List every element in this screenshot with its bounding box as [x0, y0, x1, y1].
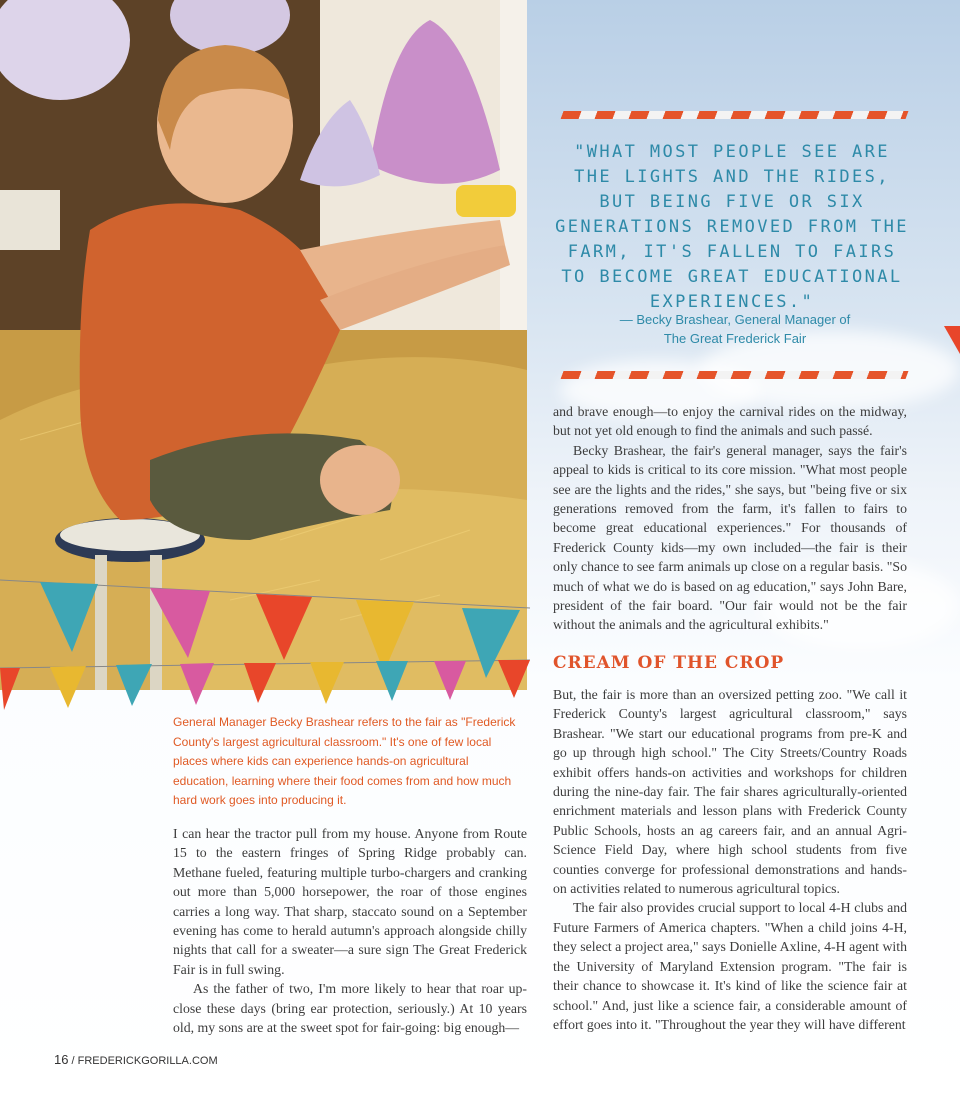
right-column-bottom [553, 685, 907, 1034]
paragraph: and brave enough—to enjoy the carnival rides on the midway, but not yet old enough to find the animals and such passé. [553, 404, 907, 439]
page-number: 16 [54, 1052, 69, 1067]
footer-site: FREDERICKGORILLA.COM [77, 1055, 218, 1067]
paragraph: Becky Brashear, the fair's general manager, says the fair's appeal to kids is critical to its core mission. "What most people see are the lights and the rides," she says, but "being five or six generations removed from the farm, it's fallen to fairs to become great educational experiences." For thousands of Frederick County kids—my own included—the fair is their only chance to see farm animals up close on a regular basis. "So much of what we do is based on ag education," says John Bare, president of the fair board. "Our fair would not be the fair without the animals and the agricultural exhibits." [553, 442, 907, 633]
pull-quote-attribution [552, 310, 918, 348]
footer-separator: / [68, 1055, 78, 1067]
edge-flag [944, 326, 960, 356]
right-column-top [553, 402, 907, 635]
section-heading: CREAM OF THE CROP [553, 653, 785, 673]
pull-quote [552, 100, 912, 390]
pull-quote-text: "WHAT MOST PEOPLE SEE ARE THE LIGHTS AND THE RIDES, BUT BEING FIVE OR SIX GENERATIONS REMOVED FROM THE FARM, IT'S FALLEN TO FAIRS TO BECOME GREAT EDUCATIONAL EXPERIENCES." [555, 142, 909, 312]
quote-stripe-top [561, 111, 909, 119]
attribution-line-2: The Great Frederick Fair [663, 331, 807, 346]
attribution-line-1: — Becky Brashear, General Manager of [619, 312, 851, 327]
quote-stripe-bottom [561, 371, 909, 379]
photo-caption: General Manager Becky Brashear refers to the fair as "Frederick County's largest agricultural classroom." It's one of few local places where kids can experience hands-on agricultural education, learning where their food comes from and how much hard work goes into producing it. [173, 715, 516, 807]
paragraph: But, the fair is more than an oversized petting zoo. "We call it Frederick County's largest agricultural classroom," says Brashear. "We start our educational programs from pre-K and go up through high school." The City Streets/Country Roads exhibit offers hands-on activities and workshops for children during the nine-day fair. The fair shares agriculturally-oriented enrichment materials and lesson plans with Frederick County Public Schools, hosts an ag careers fair, and an annual Agri-Science Field Day, where high school students from five counties converge for professional demonstrations and hands-on activities related to numerous agricultural topics. [553, 687, 907, 897]
paragraph: I can hear the tractor pull from my house. Anyone from Route 15 to the eastern fringes of Spring Ridge probably can. Methane fueled, featuring multiple turbo-chargers and cranking out more than 5,000 horsepower, the roar of those engines carries a long way. That sharp, staccato sound on a September evening has come to herald autumn's approach alongside chilly nights that call for a sweater—a sure sign The Great Frederick Fair is in full swing. [173, 826, 527, 977]
paragraph: As the father of two, I'm more likely to hear that roar up-close these days (bring ear protection, seriously.) At 10 years old, my sons are at the sweet spot for fair-going: big enough— [173, 981, 527, 1036]
paragraph: The fair also provides crucial support to local 4-H clubs and Future Farmers of America chapters. "When a child joins 4-H, they select a project area," says Donielle Axline, 4-H agent with the University of Maryland Extension program. "The fair is their chance to showcase it. It's kind of like the science fair at school." And, just like a science fair, a considerable amount of effort goes into it. "Throughout the year they will have different [553, 900, 907, 1032]
page-footer [54, 1052, 218, 1067]
left-column [173, 824, 527, 1037]
